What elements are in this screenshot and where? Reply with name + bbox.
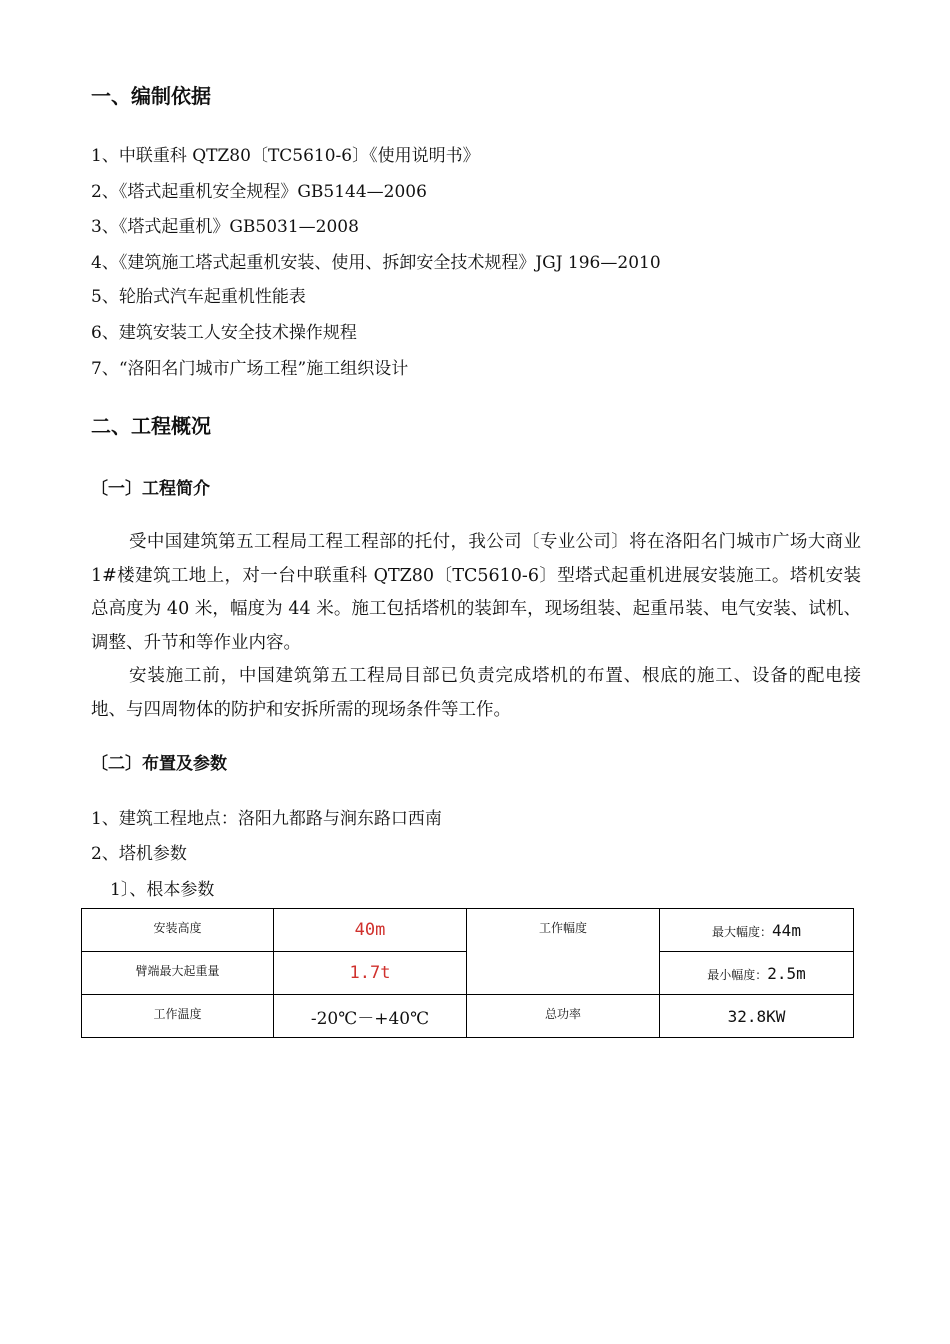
subsection-layout-heading: 〔二〕布置及参数 (91, 754, 227, 774)
min-range-value: 2.5m (767, 963, 806, 983)
basis-item-1: 1、中联重科 QTZ80〔TC5610-6〕《使用说明书》 (91, 146, 480, 166)
max-load-label: 臂端最大起重量 (82, 952, 274, 995)
min-range-label: 最小幅度： (707, 967, 768, 982)
basis-item-5: 5、轮胎式汽车起重机性能表 (91, 287, 306, 307)
min-range-cell (660, 952, 854, 995)
basis-item-2: 2、《塔式起重机安全规程》GB5144—2006 (91, 182, 427, 202)
basis-item-3: 3、《塔式起重机》GB5031—2008 (91, 217, 359, 237)
overview-paragraph-2: 安装施工前，中国建筑第五工程局目部已负责完成塔机的布置、根底的施工、设备的配电接地、与四周物体的防护和安拆所需的现场条件等工作。 (91, 666, 861, 720)
table-row (82, 909, 854, 952)
work-range-label: 工作幅度 (467, 909, 660, 995)
install-height-value: 40m (274, 909, 467, 952)
section-2-heading: 二、工程概况 (91, 414, 211, 438)
max-load-value: 1.7t (274, 952, 467, 995)
work-temp-label: 工作温度 (82, 995, 274, 1038)
install-height-label: 安装高度 (82, 909, 274, 952)
table-row (82, 995, 854, 1038)
parameter-table (81, 908, 854, 1038)
subsection-overview-heading: 〔一〕工程简介 (91, 479, 210, 499)
section-1-heading: 一、编制依据 (91, 84, 211, 108)
work-temp-value: -20℃－+40℃ (274, 995, 467, 1038)
basis-item-6: 6、建筑安装工人安全技术操作规程 (91, 323, 357, 343)
overview-paragraph-1: 受中国建筑第五工程局工程工程部的托付，我公司〔专业公司〕将在洛阳名门城市广场大商业 1#楼建筑工地上，对一台中联重科 QTZ80〔TC5610-6〕型塔式起重机进展安装施工。塔机安装总高度为 40 米，幅度为 44 米。施工包括塔机的装卸车，现场组装、起重吊装、电气安装、试机、调整、升节和等作业内容。 (91, 532, 861, 653)
total-power-label: 总功率 (467, 995, 660, 1038)
site-location: 1、建筑工程地点：洛阳九都路与涧东路口西南 (91, 809, 442, 829)
basic-params-heading: 1〕、根本参数 (110, 880, 215, 900)
basis-item-7: 7、“洛阳名门城市广场工程”施工组织设计 (91, 359, 409, 379)
max-range-value: 44m (772, 920, 801, 940)
max-range-cell (660, 909, 854, 952)
total-power-value: 32.8KW (660, 995, 854, 1038)
max-range-label: 最大幅度： (712, 924, 773, 939)
basis-item-4: 4、《建筑施工塔式起重机安装、使用、拆卸安全技术规程》JGJ 196—2010 (91, 253, 661, 273)
crane-params-heading: 2、塔机参数 (91, 844, 187, 864)
